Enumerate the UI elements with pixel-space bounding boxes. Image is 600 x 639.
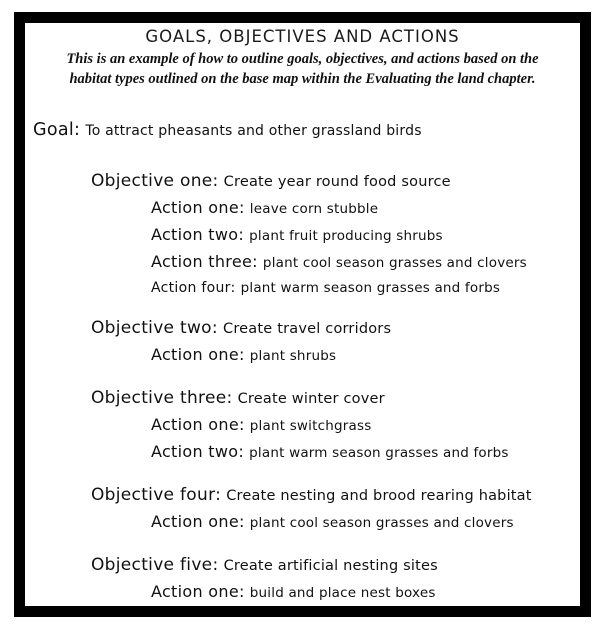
objective-label: Objective one: [91, 171, 219, 191]
objective-text: Create artificial nesting sites [223, 558, 438, 574]
action-text: plant warm season grasses and forbs [240, 280, 501, 296]
objective-line [91, 552, 580, 579]
action-line [151, 412, 580, 439]
objective-label: Objective two: [91, 318, 218, 338]
action-label: Action one: [151, 345, 245, 364]
action-text: plant warm season grasses and forbs [249, 445, 509, 461]
action-line [151, 579, 580, 606]
page-title: GOALS, OBJECTIVES AND ACTIONS [145, 27, 460, 46]
objective-line [91, 482, 580, 509]
action-label: Action two: [151, 225, 245, 244]
goal-line [33, 117, 580, 144]
objective-line [91, 168, 580, 195]
action-line [151, 249, 580, 276]
action-line [151, 439, 580, 466]
action-line [151, 342, 580, 369]
intro-text [25, 49, 580, 89]
goal-text: To attract pheasants and other grassland birds [85, 123, 422, 139]
action-label: Action one: [151, 198, 245, 217]
objective-label: Objective three: [91, 388, 233, 408]
document-frame [14, 12, 591, 617]
goal-label: Goal: [33, 120, 81, 140]
action-text: plant cool season grasses and clovers [249, 515, 514, 531]
action-label: Action one: [151, 415, 245, 434]
objective-label: Objective five: [91, 555, 219, 575]
objective-text: Create year round food source [223, 174, 451, 190]
objective-block-four [91, 482, 580, 536]
objective-text: Create travel corridors [223, 321, 392, 337]
action-text: plant switchgrass [249, 418, 372, 434]
action-label: Action four: [151, 280, 236, 296]
objective-block-one [91, 168, 580, 299]
action-line [151, 509, 580, 536]
objective-line [91, 385, 580, 412]
objective-block-three [91, 385, 580, 466]
objective-label: Objective four: [91, 485, 222, 505]
action-line [151, 195, 580, 222]
action-text: plant cool season grasses and clovers [262, 255, 527, 271]
objective-block-five [91, 552, 580, 606]
action-text: plant shrubs [249, 348, 337, 364]
intro-line-2: habitat types outlined on the base map within the Evaluating the land chapter. [69, 71, 536, 87]
intro-line-1: This is an example of how to outline goals, objectives, and actions based on the [66, 51, 539, 67]
objective-block-two [91, 315, 580, 369]
action-line [151, 222, 580, 249]
action-label: Action one: [151, 582, 245, 601]
objective-text: Create winter cover [237, 391, 385, 407]
action-label: Action two: [151, 442, 245, 461]
action-text: leave corn stubble [249, 201, 379, 217]
action-line [151, 276, 580, 299]
action-label: Action one: [151, 512, 245, 531]
action-text: plant fruit producing shrubs [249, 228, 443, 244]
action-text: build and place nest boxes [249, 585, 436, 601]
objective-line [91, 315, 580, 342]
objective-text: Create nesting and brood rearing habitat [226, 488, 532, 504]
action-label: Action three: [151, 252, 258, 271]
